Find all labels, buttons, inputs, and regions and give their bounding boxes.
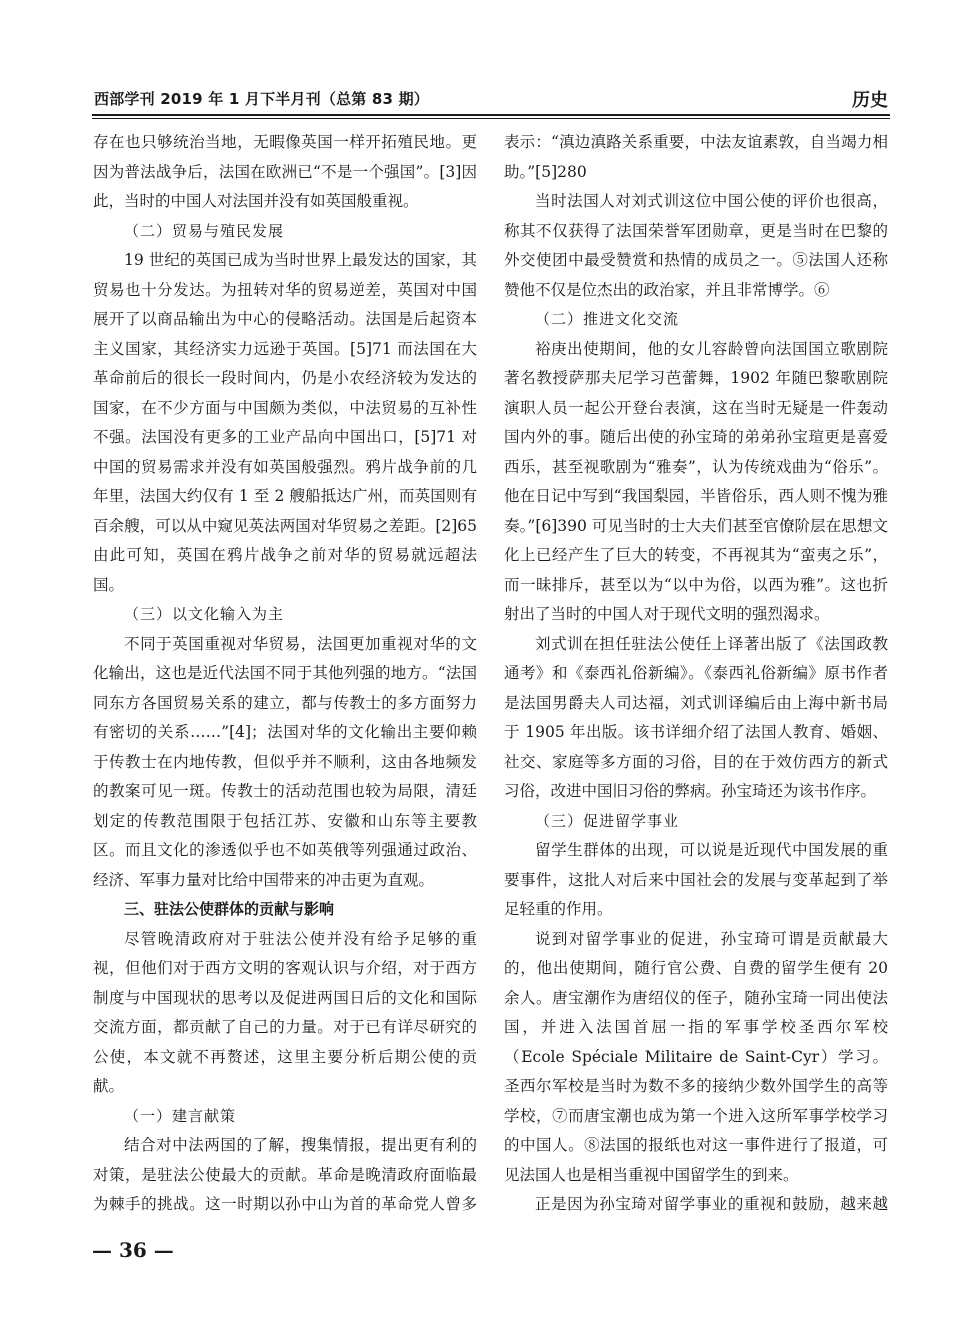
journal-title: 西部学刊 2019 年 1 月下半月刊（总第 83 期）: [94, 90, 429, 108]
subsection-heading: （二）推进文化交流: [535, 310, 680, 328]
body-paragraph: 存在也只够统治当地，无暇像英国一样开拓殖民地。更因为普法战争后，法国在欧洲已“不是一个强国”。[3]因此，当时的中国人对法国并没有如英国般重视。: [93, 133, 477, 210]
header-rule-thin: [92, 118, 890, 119]
section-name: 历史: [852, 90, 888, 111]
subsection-heading: （一）建言献策: [124, 1106, 237, 1125]
body-paragraph: 说到对留学事业的促进，孙宝琦可谓是贡献最大的，他出使期间，随行官公费、自费的留学生便有 20 余人。唐宝潮作为唐绍仪的侄子，随孙宝琦一同出使法国，并进入法国首屈一指的军事学校圣西尔军校（Ecole Spéciale Militaire de Saint-Cyr）学习。圣西尔军校是当时为数不多的接纳少数外国学生的高等学校，⑦而唐宝潮也成为第一个进入这所军事学校学习的中国人。⑧法国的报纸也对这一事件进行了报道，可见法国人也是相当重视中国留学生的到来。: [504, 929, 888, 1184]
section-heading: 三、驻法公使群体的贡献与影响: [124, 900, 335, 918]
left-column: [93, 128, 477, 1218]
body-paragraph: 表示：“滇边滇路关系重要，中法友谊素敦，自当竭力相助。”[5]280: [504, 133, 888, 181]
body-paragraph: 当时法国人对刘式训这位中国公使的评价也很高，称其不仅获得了法国荣誉军团勋章，更是当时在巴黎的外交使团中最受赞赏和热情的成员之一。⑤法国人还称赞他不仅是位杰出的政治家，并且非常博学。⑥: [504, 192, 888, 299]
body-paragraph: 尽管晚清政府对于驻法公使并没有给予足够的重视，但他们对于西方文明的客观认识与介绍，对于西方制度与中国现状的思考以及促进两国日后的文化和国际交流方面，都贡献了自己的力量。对于已有详尽研究的公使，本文就不再赘述，这里主要分析后期公使的贡献。: [93, 929, 477, 1095]
running-header: [92, 84, 890, 112]
body-paragraph: 裕庚出使期间，他的女儿容龄曾向法国国立歌剧院著名教授萨那夫尼学习芭蕾舞，1902 年随巴黎歌剧院演职人员一起公开登台表演，这在当时无疑是一件轰动国内外的事。随后出使的孙宝琦的弟弟孙宝瑄更是喜爱西乐，甚至视歌剧为“雅奏”，认为传统戏曲为“俗乐”。他在日记中写到“我国梨园，半皆俗乐，西人则不愧为雅奏。”[6]390 可见当时的士大夫们甚至官僚阶层在思想文化上已经产生了巨大的转变，不再视其为“蛮夷之乐”，而一昧排斥，甚至以为“以中为俗，以西为雅”。这也折射出了当时的中国人对于现代文明的强烈渴求。: [504, 339, 888, 623]
page-number: — 36 —: [92, 1238, 174, 1262]
body-paragraph: 留学生群体的出现，可以说是近现代中国发展的重要事件，这批人对后来中国社会的发展与变革起到了举足轻重的作用。: [504, 841, 888, 918]
subsection-heading: （三）以文化输入为主: [124, 605, 285, 623]
subsection-heading: （三）促进留学事业: [535, 811, 680, 830]
body-paragraph: 19 世纪的英国已成为当时世界上最发达的国家，其贸易也十分发达。为扭转对华的贸易逆差，英国对中国展开了以商品输出为中心的侵略活动。法国是后起资本主义国家，其经济实力远逊于英国。[5]71 而法国在大革命前后的很长一段时间内，仍是小农经济较为发达的国家，在不少方面与中国颇为类似，中法贸易的互补性不强。法国没有更多的工业产品向中国出口，[5]71 对中国的贸易需求并没有如英国般强烈。鸦片战争前的几年里，法国大约仅有 1 至 2 艘船抵达广州，而英国则有百余艘，可以从中窥见英法两国对华贸易之差距。[2]65 由此可知，英国在鸦片战争之前对华的贸易就远超法国。: [93, 251, 477, 594]
body-paragraph: 不同于英国重视对华贸易，法国更加重视对华的文化输出，这也是近代法国不同于其他列强的地方。“法国同东方各国贸易关系的建立，都与传教士的多方面努力有密切的关系……”[4]；法国对华的文化输出主要仰赖于传教士在内地传教，但似乎并不顺利，这由各地频发的教案可见一斑。传教士的活动范围也较为局限，清廷划定的传教范围限于包括江苏、安徽和山东等主要教区。而且文化的渗透似乎也不如英俄等列强通过政治、经济、军事力量对比给中国带来的冲击更为直观。: [93, 634, 477, 889]
body-paragraph: 正是因为孙宝琦对留学事业的重视和鼓励，越来越: [535, 1195, 888, 1213]
body-paragraph: 刘式训在担任驻法公使任上译著出版了《法国政教通考》和《泰西礼俗新编》。《泰西礼俗新编》原书作者是法国男爵夫人司达福，刘式训译编后由上海中新书局于 1905 年出版。该书详细介绍了法国人教育、婚姻、社交、家庭等多方面的习俗，目的在于效仿西方的新式习俗，改进中国旧习俗的弊病。孙宝琦还为该书作序。: [504, 634, 888, 800]
header-rule: [92, 114, 890, 116]
right-column: [504, 128, 888, 1218]
subsection-heading: （二）贸易与殖民发展: [124, 221, 285, 240]
body-paragraph: 结合对中法两国的了解，搜集情报，提出更有利的对策，是驻法公使最大的贡献。革命是晚清政府面临最为棘手的挑战。这一时期以孙中山为首的革命党人曾多: [93, 1136, 477, 1213]
